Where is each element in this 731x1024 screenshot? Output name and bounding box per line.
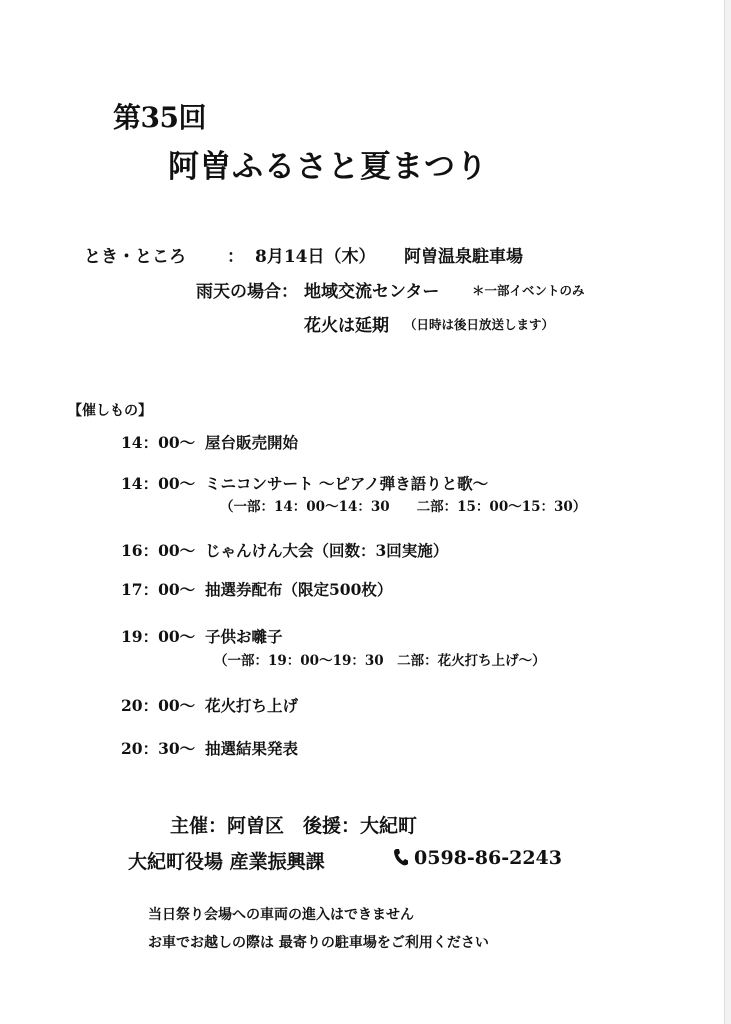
when-where-colon: ： bbox=[227, 247, 244, 267]
event-time: 17：00～ bbox=[121, 580, 196, 599]
event-time: 20：00～ bbox=[121, 696, 196, 715]
phone-line bbox=[393, 847, 562, 869]
events-header: 【催しもの】 bbox=[68, 403, 152, 419]
event-time: 20：30～ bbox=[121, 739, 196, 758]
event-date: 8月14日（木） bbox=[255, 247, 376, 267]
event-time: 14：00～ bbox=[121, 474, 196, 493]
when-where-label: とき・ところ bbox=[84, 247, 186, 267]
event-time: 16：00～ bbox=[121, 541, 196, 560]
fireworks-postponed: 花火は延期 bbox=[304, 316, 389, 336]
event-sub: （一部：19：00～19：30 二部：花火打ち上げ～） bbox=[214, 653, 546, 669]
rain-label: 雨天の場合： bbox=[196, 282, 298, 302]
rain-place: 地域交流センター bbox=[304, 282, 440, 302]
event-name: 抽選券配布（限定500枚） bbox=[205, 580, 393, 599]
title-edition: 第35回 bbox=[113, 101, 206, 134]
event-sub: （一部：14：00～14：30 二部：15：00～15：30） bbox=[220, 499, 587, 515]
fireworks-note: （日時は後日放送します） bbox=[404, 317, 555, 332]
organizer-line: 主催：阿曽区 後援：大紀町 bbox=[170, 815, 418, 837]
phone-number: 0598-86-2243 bbox=[414, 847, 562, 869]
event-name: 屋台販売開始 bbox=[205, 433, 299, 452]
event-name: じゃんけん大会（回数：3回実施） bbox=[205, 541, 449, 560]
event-name: 子供お囃子 bbox=[205, 627, 283, 646]
phone-icon bbox=[393, 848, 408, 866]
event-name: ミニコンサート ～ピアノ弾き語りと歌～ bbox=[205, 474, 489, 493]
event-name: 花火打ち上げ bbox=[205, 696, 299, 715]
title-main: 阿曽ふるさと夏まつり bbox=[168, 149, 488, 185]
event-time: 19：00～ bbox=[121, 627, 196, 646]
event-place: 阿曽温泉駐車場 bbox=[404, 247, 523, 267]
notice-line-1: 当日祭り会場への車両の進入はできません bbox=[148, 907, 414, 923]
rain-note: ＊一部イベントのみ bbox=[472, 283, 585, 298]
event-time: 14：00～ bbox=[121, 433, 196, 452]
office-name: 大紀町役場 産業振興課 bbox=[128, 851, 325, 873]
notice-line-2: お車でお越しの際は 最寄りの駐車場をご利用ください bbox=[148, 935, 489, 951]
event-name: 抽選結果発表 bbox=[205, 739, 299, 758]
